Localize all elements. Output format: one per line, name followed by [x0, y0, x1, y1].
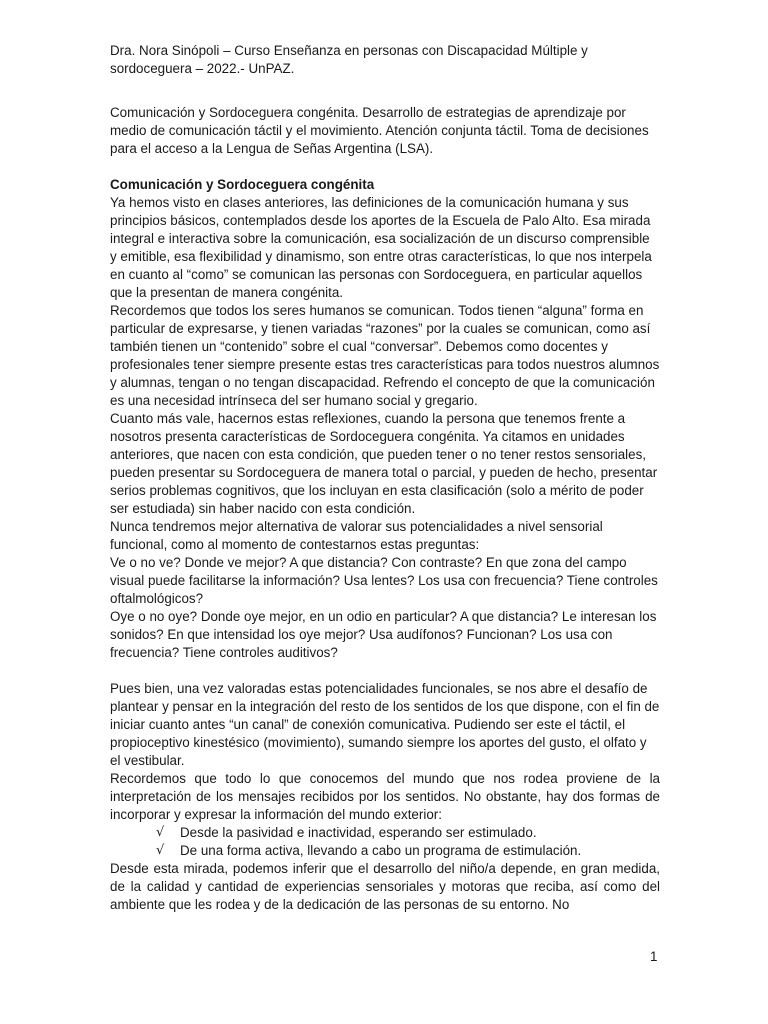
- list-item-text: De una forma activa, llevando a cabo un programa de estimulación.: [180, 843, 582, 858]
- list-item-text: Desde la pasividad e inactividad, esperando ser estimulado.: [180, 825, 537, 840]
- paragraph-3: Cuanto más vale, hacernos estas reflexiones, cuando la persona que tenemos frente a nosotros presenta características de Sordoceguera congénita. Ya citamos en unidades anteriores, que nacen con esta condición, que pueden tener o no tener restos sensoriales, pueden presentar su Sordoceguera de manera total o parcial, y pueden de hecho, presentar serios problemas cognitivos, que los incluyan en esta clasificación (solo a mérito de poder ser estudiada) sin haber nacido con esta condición.: [110, 411, 658, 516]
- list-item: [110, 824, 660, 842]
- paragraph-7: Pues bien, una vez valoradas estas potencialidades funcionales, se nos abre el desafío de plantear y pensar en la integración del resto de los sentidos de los que dispone, con el fin de iniciar cuanto antes “un canal” de conexión comunicativa. Pudiendo ser este el táctil, el propioceptivo kinestésico (movimiento), sumando siempre los aportes del gusto, el olfato y el vestibular.: [110, 681, 660, 768]
- paragraph-5: Ve o no ve? Donde ve mejor? A que distancia? Con contraste? En que zona del campo visual puede facilitarse la información? Usa lentes? Los usa con frecuencia? Tiene controles oftalmológicos?: [110, 555, 658, 606]
- list-item: [110, 842, 660, 860]
- paragraph-9: Desde esta mirada, podemos inferir que el desarrollo del niño/a depende, en gran medida, de la calidad y cantidad de experiencias sensoriales y motoras que reciba, así como del ambiente que les rodea y de la dedicación de las personas de su entorno. No: [110, 861, 660, 912]
- paragraph-8: Recordemos que todo lo que conocemos del mundo que nos rodea proviene de la interpretación de los mensajes recibidos por los sentidos. No obstante, hay dos formas de incorporar y expresar la información del mundo exterior:: [110, 771, 660, 822]
- page-number: 1: [650, 949, 658, 964]
- paragraph-6: Oye o no oye? Donde oye mejor, en un odio en particular? A que distancia? Le interesan los sonidos? En que intensidad los oye mejor? Usa audífonos? Funcionan? Los usa con frecuencia? Tiene controles auditivos?: [110, 609, 657, 660]
- paragraph-2: Recordemos que todos los seres humanos se comunican. Todos tienen “alguna” forma en particular de expresarse, y tienen variadas “razones” por la cuales se comunican, como así también tienen un “contenido” sobre el cual “conversar”. Debemos como docentes y profesionales tener siempre presente estas tres características para todos nuestros alumnos y alumnas, tengan o no tengan discapacidad. Refrendo el concepto de que la comunicación es una necesidad intrínseca del ser humano social y gregario.: [110, 303, 660, 408]
- paragraph-1: Ya hemos visto en clases anteriores, las definiciones de la comunicación humana y sus principios básicos, contemplados desde los aportes de la Escuela de Palo Alto. Esa mirada integral e interactiva sobre la comunicación, esa socialización de un discurso comprensible y emitible, esa flexibilidad y dinamismo, son entre otras características, lo que nos interpela en cuanto al “como” se comunican las personas con Sordoceguera, en particular aquellos que la presentan de manera congénita.: [110, 195, 652, 300]
- intro-paragraph: Comunicación y Sordoceguera congénita. Desarrollo de estrategias de aprendizaje por medio de comunicación táctil y el movimiento. Atención conjunta táctil. Toma de decisiones para el acceso a la Lengua de Señas Argentina (LSA).: [110, 105, 649, 156]
- section-heading: Comunicación y Sordoceguera congénita: [110, 177, 375, 192]
- bullet-list: [110, 824, 660, 860]
- page-header: Dra. Nora Sinópoli – Curso Enseñanza en personas con Discapacidad Múltiple y sordoceguera – 2022.- UnPAZ.: [110, 43, 588, 76]
- check-icon: √: [156, 843, 165, 858]
- spacer: [110, 662, 660, 680]
- check-icon: √: [156, 825, 165, 840]
- document-body: [110, 104, 660, 914]
- spacer: [110, 158, 660, 176]
- paragraph-4: Nunca tendremos mejor alternativa de valorar sus potencialidades a nivel sensorial funcional, como al momento de contestarnos estas preguntas:: [110, 519, 603, 552]
